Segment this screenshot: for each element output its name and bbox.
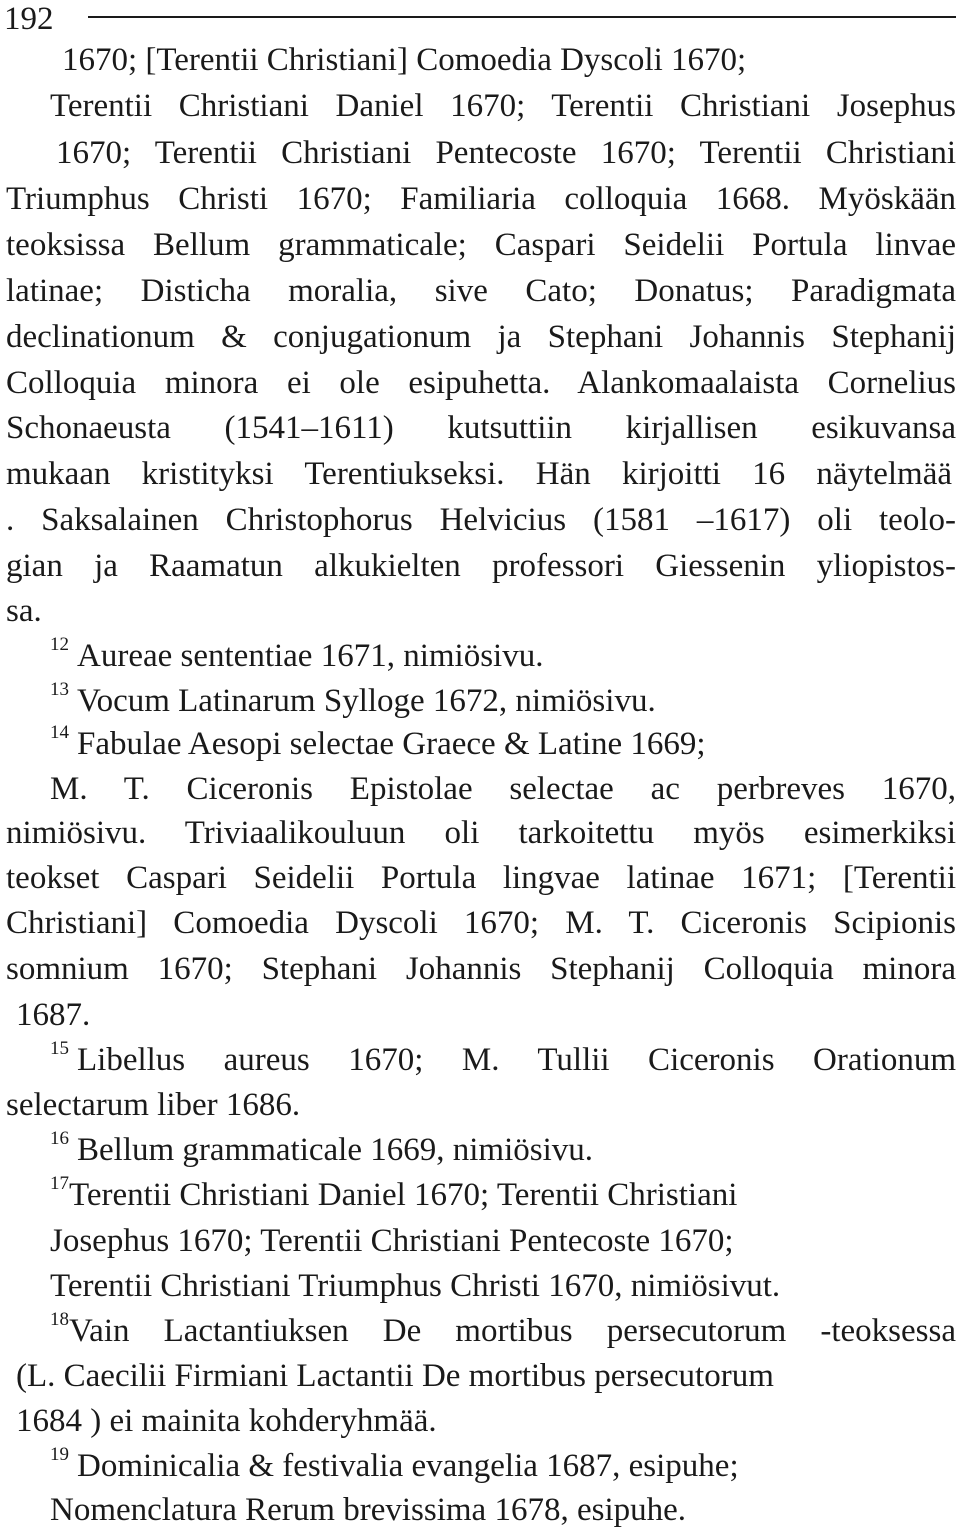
footnote-line <box>50 1172 737 1218</box>
footnote-text: Vain Lactantiuksen De mortibus persecutorum -teoksessa <box>69 1313 956 1349</box>
text-line: 1670; Terentii Christiani Pentecoste 1670; Terentii Christiani <box>56 135 956 171</box>
footnote-text: Aureae sententiae 1671, nimiösivu. <box>77 638 544 674</box>
footnote-line <box>50 678 656 724</box>
text-line: latinae; Disticha moralia, sive Cato; Donatus; Paradigmata <box>6 273 956 309</box>
text-line: Triumphus Christi 1670; Familiaria colloquia 1668. Myöskään <box>6 181 956 217</box>
text-line: Colloquia minora ei ole esipuhetta. Alankomaalaista Cornelius <box>6 365 956 401</box>
header-rule <box>88 16 956 18</box>
footnote-line: 1687. <box>16 997 91 1033</box>
footnote-number: 15 <box>50 1037 69 1059</box>
footnote-line: Christiani] Comoedia Dyscoli 1670; M. T. Ciceronis Scipionis <box>6 905 956 941</box>
text-line: Terentii Christiani Daniel 1670; Terentii Christiani Josephus <box>50 88 956 124</box>
footnote-line: teokset Caspari Seidelii Portula lingvae latinae 1671; [Terentii <box>6 860 956 896</box>
footnote-number: 19 <box>50 1443 69 1465</box>
text-line: 1670; [Terentii Christiani] Comoedia Dyscoli 1670; <box>62 42 747 78</box>
footnote-text: Bellum grammaticale 1669, nimiösivu. <box>77 1132 593 1168</box>
footnote-line <box>50 633 543 679</box>
footnote-line: 1684 ) ei mainita kohderyhmää. <box>16 1403 437 1439</box>
text-line: . Saksalainen Christophorus Helvicius (1581 –1617) oli teolo- <box>6 502 956 538</box>
footnote-line: Josephus 1670; Terentii Christiani Pentecoste 1670; <box>50 1223 734 1259</box>
text-line: gian ja Raamatun alkukielten professori Giessenin yliopistos- <box>6 548 956 584</box>
footnote-line: (L. Caecilii Firmiani Lactantii De mortibus persecutorum <box>16 1358 774 1394</box>
footnote-line: M. T. Ciceronis Epistolae selectae ac perbreves 1670, <box>50 771 956 807</box>
footnote-line <box>50 721 706 767</box>
text-line: declinationum & conjugationum ja Stephani Johannis Stephanij <box>6 319 956 355</box>
footnote-line: selectarum liber 1686. <box>6 1087 301 1123</box>
footnote-number: 16 <box>50 1127 69 1149</box>
footnote-line <box>50 1308 956 1354</box>
footnote-text: Fabulae Aesopi selectae Graece & Latine 1669; <box>77 726 706 762</box>
footnote-text: Libellus aureus 1670; M. Tullii Ciceronis Orationum <box>77 1042 956 1078</box>
footnote-line <box>50 1443 739 1489</box>
footnote-line <box>50 1037 956 1083</box>
footnote-line: nimiösivu. Triviaalikouluun oli tarkoitettu myös esimerkiksi <box>6 815 956 851</box>
footnote-number: 14 <box>50 721 69 743</box>
footnote-text: Vocum Latinarum Sylloge 1672, nimiösivu. <box>77 683 656 719</box>
footnote-line <box>50 1127 593 1173</box>
text-line: Schonaeusta (1541–1611) kutsuttiin kirjallisen esikuvansa <box>6 410 956 446</box>
footnote-line: Terentii Christiani Triumphus Christi 1670, nimiösivut. <box>50 1268 781 1304</box>
footnote-number: 13 <box>50 678 69 700</box>
text-line: teoksissa Bellum grammaticale; Caspari Seidelii Portula linvae <box>6 227 956 263</box>
footnote-number: 12 <box>50 633 69 655</box>
page-number: 192 <box>4 1 54 37</box>
text-line: mukaan kristityksi Terentiukseksi. Hän kirjoitti 16 näytelmää <box>6 456 952 492</box>
footnote-line: Nomenclatura Rerum brevissima 1678, esipuhe. <box>50 1492 687 1528</box>
footnote-number: 17 <box>50 1172 69 1194</box>
footnote-text: Dominicalia & festivalia evangelia 1687, esipuhe; <box>77 1448 739 1484</box>
footnote-text: Terentii Christiani Daniel 1670; Terentii Christiani <box>69 1177 738 1213</box>
footnote-line: somnium 1670; Stephani Johannis Stephanij Colloquia minora <box>6 951 956 987</box>
text-line: sa. <box>6 593 42 629</box>
footnote-number: 18 <box>50 1308 69 1330</box>
